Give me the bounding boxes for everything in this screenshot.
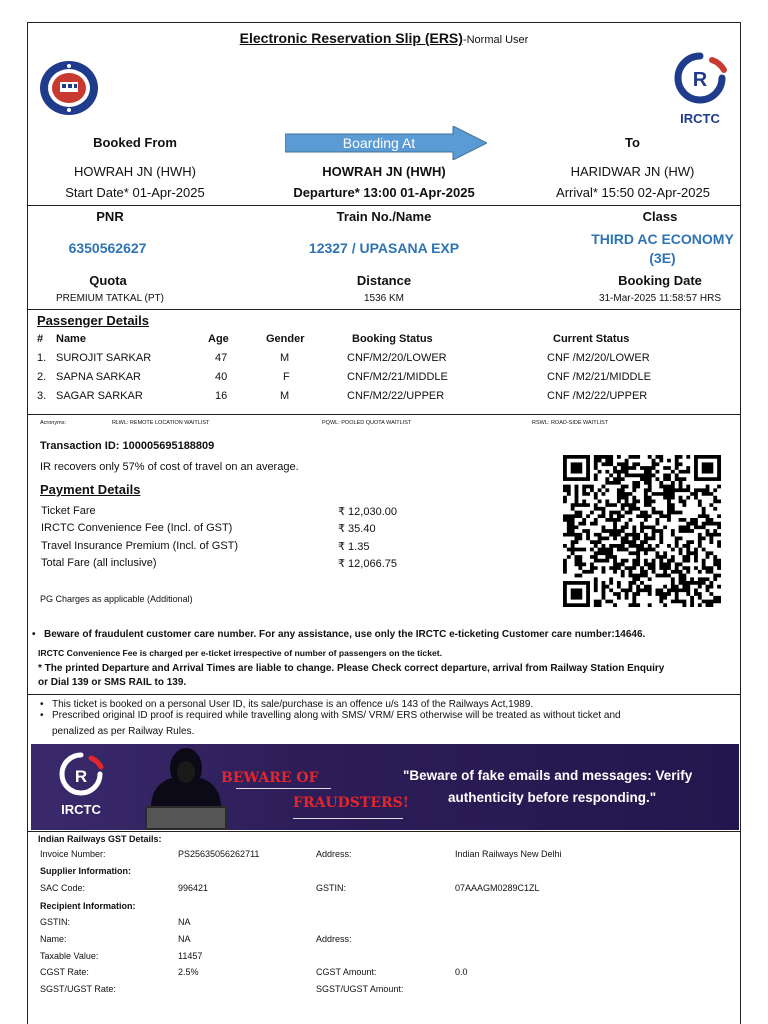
convenience-fee-label: IRCTC Convenience Fee (Incl. of GST): [41, 522, 233, 534]
sgst-amount-label: SGST/UGST Amount:: [316, 984, 404, 994]
irctc-banner-logo-icon: [55, 752, 107, 800]
col-no: #: [37, 333, 44, 345]
divider: [27, 694, 741, 695]
train-label: Train No./Name: [336, 209, 432, 224]
pax-name: SAGAR SARKAR: [56, 390, 143, 402]
ir-cost-note: IR recovers only 57% of cost of travel on an average.: [40, 461, 299, 473]
cgst-rate-label: CGST Rate:: [40, 967, 89, 977]
convenience-note: IRCTC Convenience Fee is charged per e-ticket irrespective of number of passengers on the ticket.: [38, 648, 443, 658]
times-note-1: * The printed Departure and Arrival Times are liable to change. Please Check correct departure, arrival from Railway Station Enquiry: [38, 663, 665, 674]
divider: [27, 414, 741, 415]
pax-booking-status: CNF/M2/22/UPPER: [347, 390, 445, 402]
gstin-value: 07AAAGM0289C1ZL: [455, 883, 540, 893]
start-date: Start Date* 01-Apr-2025: [65, 185, 205, 200]
times-note-2: or Dial 139 or SMS RAIL to 139.: [38, 677, 187, 688]
pnr-value: 6350562627: [68, 240, 147, 256]
pax-current-status: CNF /M2/22/UPPER: [547, 390, 648, 402]
supplier-heading: Supplier Information:: [40, 866, 131, 876]
passenger-row: [37, 352, 737, 368]
insurance-label: Travel Insurance Premium (Incl. of GST): [41, 540, 239, 552]
sgst-rate-label: SGST/UGST Rate:: [40, 984, 116, 994]
pax-current-status: CNF /M2/21/MIDDLE: [547, 371, 651, 383]
class-label: Class: [642, 209, 678, 224]
id-proof-note: • Prescribed original ID proof is required while travelling along with SMS/ VRM/ ERS otherwise will be treated as without ticket and: [38, 710, 738, 721]
gstin-label: GSTIN:: [316, 883, 347, 893]
personal-id-note: • This ticket is booked on a personal User ID, its sale/purchase is an offence u/s 143 of the Railways Act,1989.: [38, 699, 738, 710]
passenger-row: [37, 390, 737, 406]
boarding-at-label: Boarding At: [342, 135, 416, 151]
booking-date-value: 31-Mar-2025 11:58:57 HRS: [598, 293, 722, 304]
pax-booking-status: CNF/M2/20/LOWER: [347, 352, 447, 364]
qr-code: [563, 455, 721, 607]
ers-subtitle: -Normal User: [462, 34, 529, 46]
transaction-id: Transaction ID: 100005695188809: [40, 440, 215, 452]
ers-title: Electronic Reservation Slip (ERS): [239, 30, 463, 46]
pnr-label: PNR: [96, 209, 124, 224]
taxable-value: 11457: [178, 951, 203, 961]
pax-gender: M: [280, 390, 290, 402]
cgst-rate-value: 2.5%: [178, 967, 199, 977]
total-fare-value: ₹ 12,066.75: [338, 558, 397, 570]
col-booking-status: Booking Status: [352, 333, 433, 345]
booking-date-label: Booking Date: [618, 273, 702, 288]
pg-charges-note: PG Charges as applicable (Additional): [40, 594, 193, 604]
pax-booking-status: CNF/M2/21/MIDDLE: [347, 371, 448, 383]
invoice-value: PS25635056262711: [178, 849, 260, 859]
pax-age: 47: [215, 352, 228, 364]
col-name: Name: [56, 333, 86, 345]
legal-notices: [38, 699, 738, 721]
acronym-pqwl: PQWL: POOLED QUOTA WAITLIST: [322, 420, 412, 426]
divider: [27, 309, 741, 310]
pax-name: SAPNA SARKAR: [56, 371, 141, 383]
recipient-name-value: NA: [178, 934, 191, 944]
invoice-label: Invoice Number:: [40, 849, 106, 859]
recipient-address-label: Address:: [316, 934, 352, 944]
distance-value: 1536 KM: [363, 293, 405, 304]
to-label: To: [625, 135, 640, 150]
acronyms-label: Acronyms:: [40, 420, 66, 426]
svg-text:R: R: [74, 767, 88, 786]
banner-logo-text: IRCTC: [61, 802, 101, 817]
gst-heading: Indian Railways GST Details:: [38, 834, 162, 844]
train-value: 12327 / UPASANA EXP: [308, 240, 460, 256]
class-value-line2: (3E): [649, 250, 676, 266]
fraud-notice: [30, 629, 740, 640]
ticket-fare-value: ₹ 12,030.00: [338, 506, 397, 518]
pax-gender: F: [283, 371, 290, 383]
to-station: HARIDWAR JN (HW): [570, 164, 695, 179]
beware-of: BEWARE OF: [221, 770, 319, 786]
indian-railways-logo: [38, 60, 100, 116]
pax-age: 40: [215, 371, 228, 383]
recipient-name-label: Name:: [40, 934, 67, 944]
svg-text:R: R: [692, 69, 708, 91]
recipient-gstin-value: NA: [178, 917, 191, 927]
cgst-amount-value: 0.0: [455, 967, 468, 977]
convenience-fee-value: ₹ 35.40: [338, 523, 376, 535]
irctc-logo: [668, 52, 732, 124]
recipient-heading: Recipient Information:: [40, 901, 136, 911]
pax-current-status: CNF /M2/20/LOWER: [547, 352, 650, 364]
pax-age: 16: [215, 390, 228, 402]
passenger-heading: Passenger Details: [37, 313, 150, 328]
page-title: [0, 30, 768, 46]
quota-value: PREMIUM TATKAL (PT): [56, 293, 164, 304]
acronym-rswl: RSWL: ROAD-SIDE WAITLIST: [532, 420, 609, 426]
from-station: HOWRAH JN (HWH): [73, 164, 197, 179]
fraudsters: FRAUDSTERS!: [293, 795, 409, 811]
pax-gender: M: [280, 352, 290, 364]
col-gender: Gender: [266, 333, 305, 345]
booked-from-label: Booked From: [93, 135, 177, 150]
ticket-fare-label: Ticket Fare: [41, 505, 96, 517]
sac-value: 996421: [178, 883, 209, 893]
arrival-time: Arrival* 15:50 02-Apr-2025: [556, 185, 710, 200]
class-value-line1: THIRD AC ECONOMY: [591, 231, 734, 247]
departure-time: Departure* 13:00 01-Apr-2025: [293, 185, 475, 200]
col-age: Age: [208, 333, 229, 345]
total-fare-label: Total Fare (all inclusive): [41, 557, 157, 569]
fraud-warning-banner: [31, 744, 739, 830]
banner-rule: [236, 788, 331, 789]
divider: [27, 831, 741, 832]
insurance-value: ₹ 1.35: [338, 541, 370, 553]
sac-label: SAC Code:: [40, 883, 86, 893]
passenger-row: [37, 371, 737, 387]
quota-label: Quota: [89, 273, 127, 288]
banner-quote-1: "Beware of fake emails and messages: Verify: [403, 768, 693, 783]
recipient-gstin-label: GSTIN:: [40, 917, 71, 927]
divider: [27, 205, 741, 206]
pax-no: 1.: [37, 352, 47, 364]
hacker-icon: [131, 744, 241, 830]
banner-quote-2: authenticity before responding.": [448, 790, 657, 805]
payment-heading: Payment Details: [40, 482, 141, 497]
id-proof-note-cont: penalized as per Railway Rules.: [52, 726, 195, 737]
boarding-station: HOWRAH JN (HWH): [322, 164, 446, 179]
taxable-label: Taxable Value:: [40, 951, 99, 961]
address-value: Indian Railways New Delhi: [455, 849, 562, 859]
address-label: Address:: [316, 849, 352, 859]
pax-name: SUROJIT SARKAR: [56, 352, 152, 364]
pax-no: 3.: [37, 390, 47, 402]
fraud-note: • Beware of fraudulent customer care number. For any assistance, use only the IRCTC e-ticketing Customer care number:14646.: [30, 629, 740, 640]
acronym-rlwl: RLWL: REMOTE LOCATION WAITLIST: [112, 420, 210, 426]
col-current-status: Current Status: [553, 333, 630, 345]
cgst-amount-label: CGST Amount:: [316, 967, 377, 977]
banner-rule: [293, 818, 403, 819]
pax-no: 2.: [37, 371, 47, 383]
irctc-logo-text: IRCTC: [680, 111, 720, 126]
distance-label: Distance: [356, 273, 412, 288]
